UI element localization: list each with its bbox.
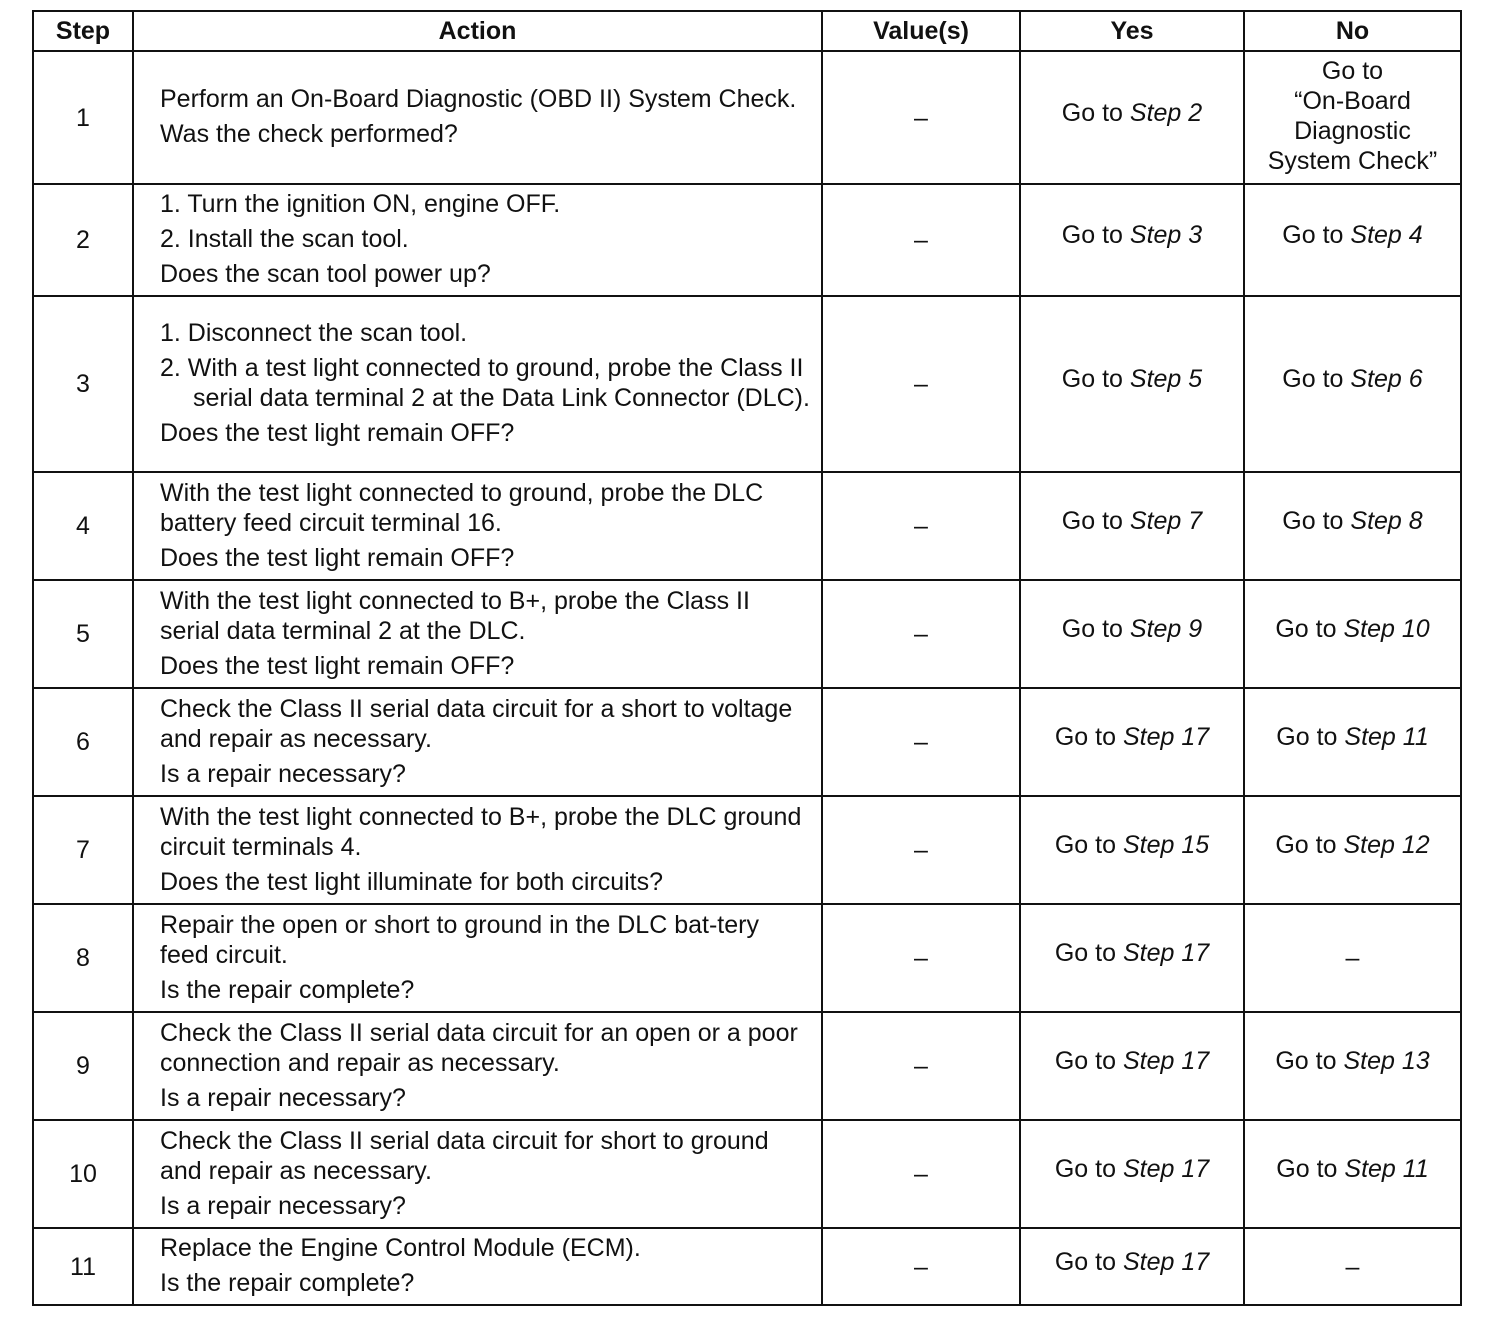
go-to-label: Go to [1061, 365, 1123, 393]
action-cell [133, 1012, 822, 1120]
go-to-label: Go to [1054, 1047, 1116, 1075]
go-to-label: Go to [1054, 831, 1116, 859]
value-cell: – [822, 296, 1020, 472]
no-cell [1244, 51, 1461, 184]
yes-cell [1020, 184, 1244, 296]
step-number: 7 [33, 796, 133, 904]
action-question: Is a repair necessary? [160, 1191, 406, 1220]
no-step-link: Step 12 [1343, 831, 1430, 859]
no-cell [1244, 1012, 1461, 1120]
no-cell [1244, 688, 1461, 796]
yes-step-link: Step 5 [1129, 365, 1203, 393]
yes-step-link: Step 17 [1122, 1155, 1210, 1183]
no-cell [1244, 1120, 1461, 1228]
step-number: 10 [33, 1120, 133, 1228]
go-to-label: Go to [1282, 365, 1344, 393]
table-row [33, 688, 1461, 796]
action-cell [133, 472, 822, 580]
go-to-label: Go to [1282, 507, 1344, 535]
step-number: 6 [33, 688, 133, 796]
step-number: 9 [33, 1012, 133, 1120]
action-question: Does the scan tool power up? [160, 260, 491, 288]
step-number: 3 [33, 296, 133, 472]
value-cell: – [822, 1120, 1020, 1228]
action-question: Is a repair necessary? [160, 1083, 406, 1112]
diagnostic-table [32, 10, 1462, 1306]
value-cell: – [822, 472, 1020, 580]
action-list-item: 1. Disconnect the scan tool. [160, 319, 468, 347]
no-cell [1244, 796, 1461, 904]
action-text: Check the Class II serial data circuit for an open or a poor connection and repair as necessary. [160, 1018, 798, 1077]
yes-cell [1020, 296, 1244, 472]
yes-step-link: Step 7 [1129, 507, 1203, 535]
action-list-item: 2. Install the scan tool. [160, 225, 409, 253]
action-cell [133, 1228, 822, 1305]
go-to-label: Go to [1061, 507, 1123, 535]
table-row [33, 184, 1461, 296]
action-list-item: 2. With a test light connected to ground, probe the Class II serial data terminal 2 at the Data Link Connector (DLC). [160, 354, 810, 412]
no-text-line: System Check” [1267, 146, 1438, 175]
table-row [33, 1228, 1461, 1305]
table-row [33, 472, 1461, 580]
go-to-label: Go to [1275, 1047, 1337, 1075]
no-cell [1244, 296, 1461, 472]
action-cell [133, 904, 822, 1012]
action-text: Check the Class II serial data circuit for a short to voltage and repair as necessary. [160, 694, 793, 753]
action-cell [133, 184, 822, 296]
go-to-label: Go to [1276, 723, 1338, 751]
action-question: Was the check performed? [160, 120, 458, 148]
action-cell [133, 296, 822, 472]
action-question: Does the test light remain OFF? [160, 651, 515, 680]
go-to-label: Go to [1054, 939, 1116, 967]
yes-step-link: Step 3 [1129, 221, 1203, 249]
yes-cell [1020, 796, 1244, 904]
action-text: With the test light connected to ground, probe the DLC battery feed circuit terminal 16. [160, 478, 764, 537]
no-cell: – [1244, 904, 1461, 1012]
header-row [33, 11, 1461, 51]
no-step-link: Step 13 [1343, 1047, 1430, 1075]
value-cell: – [822, 580, 1020, 688]
no-cell [1244, 184, 1461, 296]
action-question: Is the repair complete? [160, 975, 415, 1004]
action-question: Is the repair complete? [160, 1269, 415, 1297]
value-cell: – [822, 1228, 1020, 1305]
no-text-line: Diagnostic [1294, 116, 1411, 145]
go-to-label: Go to [1061, 98, 1123, 127]
yes-step-link: Step 17 [1122, 1247, 1210, 1276]
value-cell: – [822, 51, 1020, 184]
step-number: 1 [33, 51, 133, 184]
no-cell [1244, 580, 1461, 688]
yes-cell [1020, 51, 1244, 184]
yes-step-link: Step 9 [1129, 615, 1203, 643]
action-cell [133, 580, 822, 688]
go-to-label: Go to [1054, 1247, 1116, 1276]
action-text: Repair the open or short to ground in the DLC bat-tery feed circuit. [160, 910, 759, 969]
yes-cell [1020, 580, 1244, 688]
step-number: 2 [33, 184, 133, 296]
value-cell: – [822, 184, 1020, 296]
action-question: Does the test light remain OFF? [160, 543, 515, 572]
action-text: Replace the Engine Control Module (ECM). [160, 1234, 641, 1262]
table-row [33, 1012, 1461, 1120]
go-to-label: Go to [1276, 1155, 1338, 1183]
step-number: 8 [33, 904, 133, 1012]
value-cell: – [822, 688, 1020, 796]
value-cell: – [822, 1012, 1020, 1120]
table-row [33, 796, 1461, 904]
action-cell [133, 796, 822, 904]
yes-cell [1020, 472, 1244, 580]
action-question: Is a repair necessary? [160, 759, 406, 788]
table-row [33, 1120, 1461, 1228]
action-list-item: 1. Turn the ignition ON, engine OFF. [160, 190, 561, 218]
yes-cell [1020, 688, 1244, 796]
no-text-line: “On-Board [1294, 86, 1411, 115]
table-row [33, 51, 1461, 184]
yes-step-link: Step 17 [1122, 939, 1210, 967]
table-row [33, 296, 1461, 472]
header-yes: Yes [1020, 11, 1244, 51]
value-cell: – [822, 904, 1020, 1012]
no-step-link: Step 11 [1344, 1155, 1429, 1183]
no-step-link: Step 8 [1350, 507, 1423, 535]
go-to-label: Go to [1061, 615, 1123, 643]
no-step-link: Step 4 [1350, 221, 1423, 249]
yes-cell [1020, 1120, 1244, 1228]
yes-step-link: Step 17 [1122, 723, 1210, 751]
action-cell [133, 1120, 822, 1228]
action-text: Perform an On-Board Diagnostic (OBD II) System Check. [160, 85, 797, 113]
no-text-line: Go to [1321, 56, 1384, 85]
yes-cell [1020, 904, 1244, 1012]
action-question: Does the test light remain OFF? [160, 419, 515, 447]
go-to-label: Go to [1275, 831, 1337, 859]
step-number: 11 [33, 1228, 133, 1305]
no-step-link: Step 11 [1344, 723, 1429, 751]
no-step-link: Step 6 [1350, 365, 1423, 393]
table-row [33, 904, 1461, 1012]
no-step-link: Step 10 [1343, 615, 1430, 643]
no-cell [1244, 472, 1461, 580]
header-action: Action [133, 11, 822, 51]
go-to-label: Go to [1275, 615, 1337, 643]
go-to-label: Go to [1054, 723, 1116, 751]
go-to-label: Go to [1282, 221, 1344, 249]
action-cell [133, 51, 822, 184]
header-values: Value(s) [822, 11, 1020, 51]
yes-cell [1020, 1228, 1244, 1305]
header-no: No [1244, 11, 1461, 51]
yes-step-link: Step 17 [1122, 1047, 1210, 1075]
action-text: Check the Class II serial data circuit for short to ground and repair as necessary. [160, 1126, 769, 1185]
no-cell: – [1244, 1228, 1461, 1305]
step-number: 5 [33, 580, 133, 688]
go-to-label: Go to [1061, 221, 1123, 249]
action-text: With the test light connected to B+, probe the Class II serial data terminal 2 at the DLC. [160, 586, 750, 645]
action-cell [133, 688, 822, 796]
table-row [33, 580, 1461, 688]
value-cell: – [822, 796, 1020, 904]
action-text: With the test light connected to B+, probe the DLC ground circuit terminals 4. [160, 802, 802, 861]
yes-step-link: Step 15 [1122, 831, 1210, 859]
action-question: Does the test light illuminate for both circuits? [160, 867, 664, 896]
yes-cell [1020, 1012, 1244, 1120]
step-number: 4 [33, 472, 133, 580]
yes-step-link: Step 2 [1129, 98, 1203, 127]
header-step: Step [33, 11, 133, 51]
go-to-label: Go to [1054, 1155, 1116, 1183]
